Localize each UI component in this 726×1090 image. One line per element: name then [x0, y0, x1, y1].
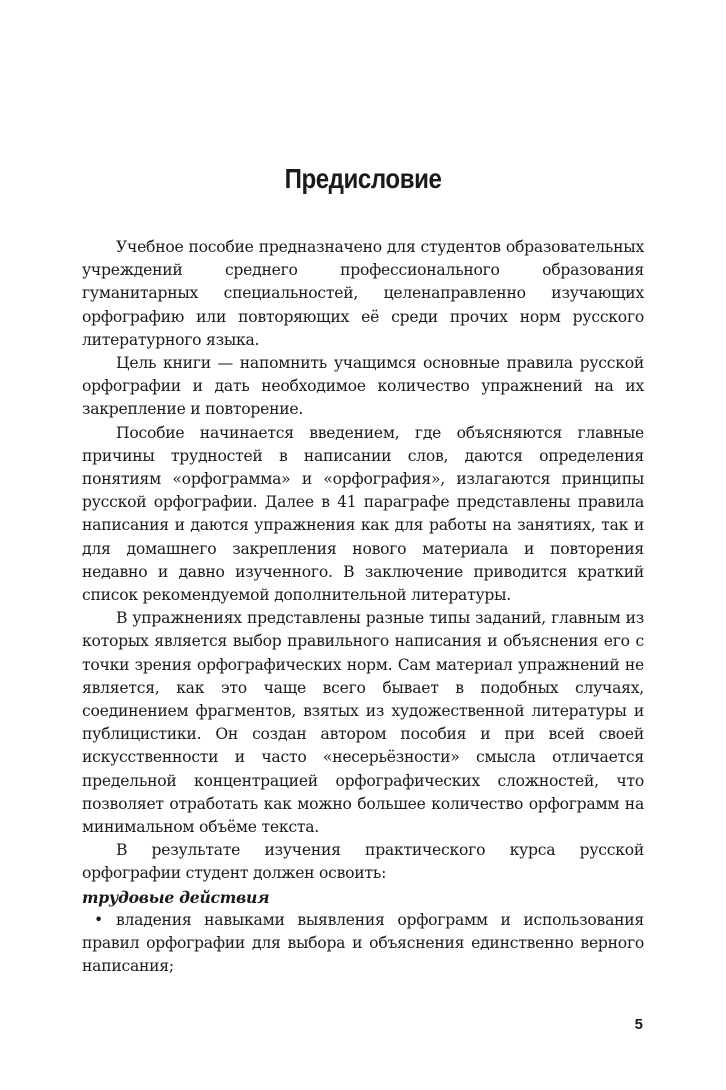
bullet-icon: • — [94, 910, 103, 929]
paragraph-5: В результате изучения практического курса русской орфографии студент должен освоить: — [82, 841, 644, 883]
subheading: трудовые действия — [82, 887, 270, 907]
paragraph-3: Пособие начинается введением, где объясняются главные причины трудностей в написании слов, даются определения понятиям «орфограмма» и «орфография», излагаются принципы русской орфографии. Далее в 41 параграфе представлены правила написания и даются упражнения как для работы на занятиях, так и для домашнего закрепления нового материала и повторения недавно и давно изученного. В заключение приводится краткий список рекомендуемой дополнительной литературы. — [82, 423, 644, 605]
bullet-item — [82, 909, 644, 979]
body-text — [82, 236, 644, 979]
paragraph-1: Учебное пособие предназначено для студентов образовательных учреждений среднего профессионального образования гуманитарных специальностей, целенаправленно изучающих орфографию или повторяющих её среди прочих норм русского литературного языка. — [82, 238, 644, 349]
page-number: 5 — [634, 1016, 643, 1033]
bullet-item-text: владения навыками выявления орфограмм и использования правил орфографии для выбора и объяснения единственно верного написания; — [82, 910, 644, 976]
paragraph-2: Цель книги — напомнить учащимся основные правила русской орфографии и дать необходимое количество упражнений на их закрепление и повторение. — [82, 354, 644, 419]
page-title: Предисловие — [284, 163, 442, 194]
paragraph-4: В упражнениях представлены разные типы заданий, главным из которых является выбор правильного написания и объяснения его с точки зрения орфографических норм. Сам материал упражнений не является, как это чаще всего бывает в подобных случаях, соединением фрагментов, взятых из художественной литературы и публицистики. Он создан автором пособия и при всей своей искусственности и часто «несерьёзности» смысла отличается предельной концентрацией орфографических сложностей, что позволяет отработать как можно большее количество орфограмм на минимальном объёме текста. — [82, 609, 644, 837]
